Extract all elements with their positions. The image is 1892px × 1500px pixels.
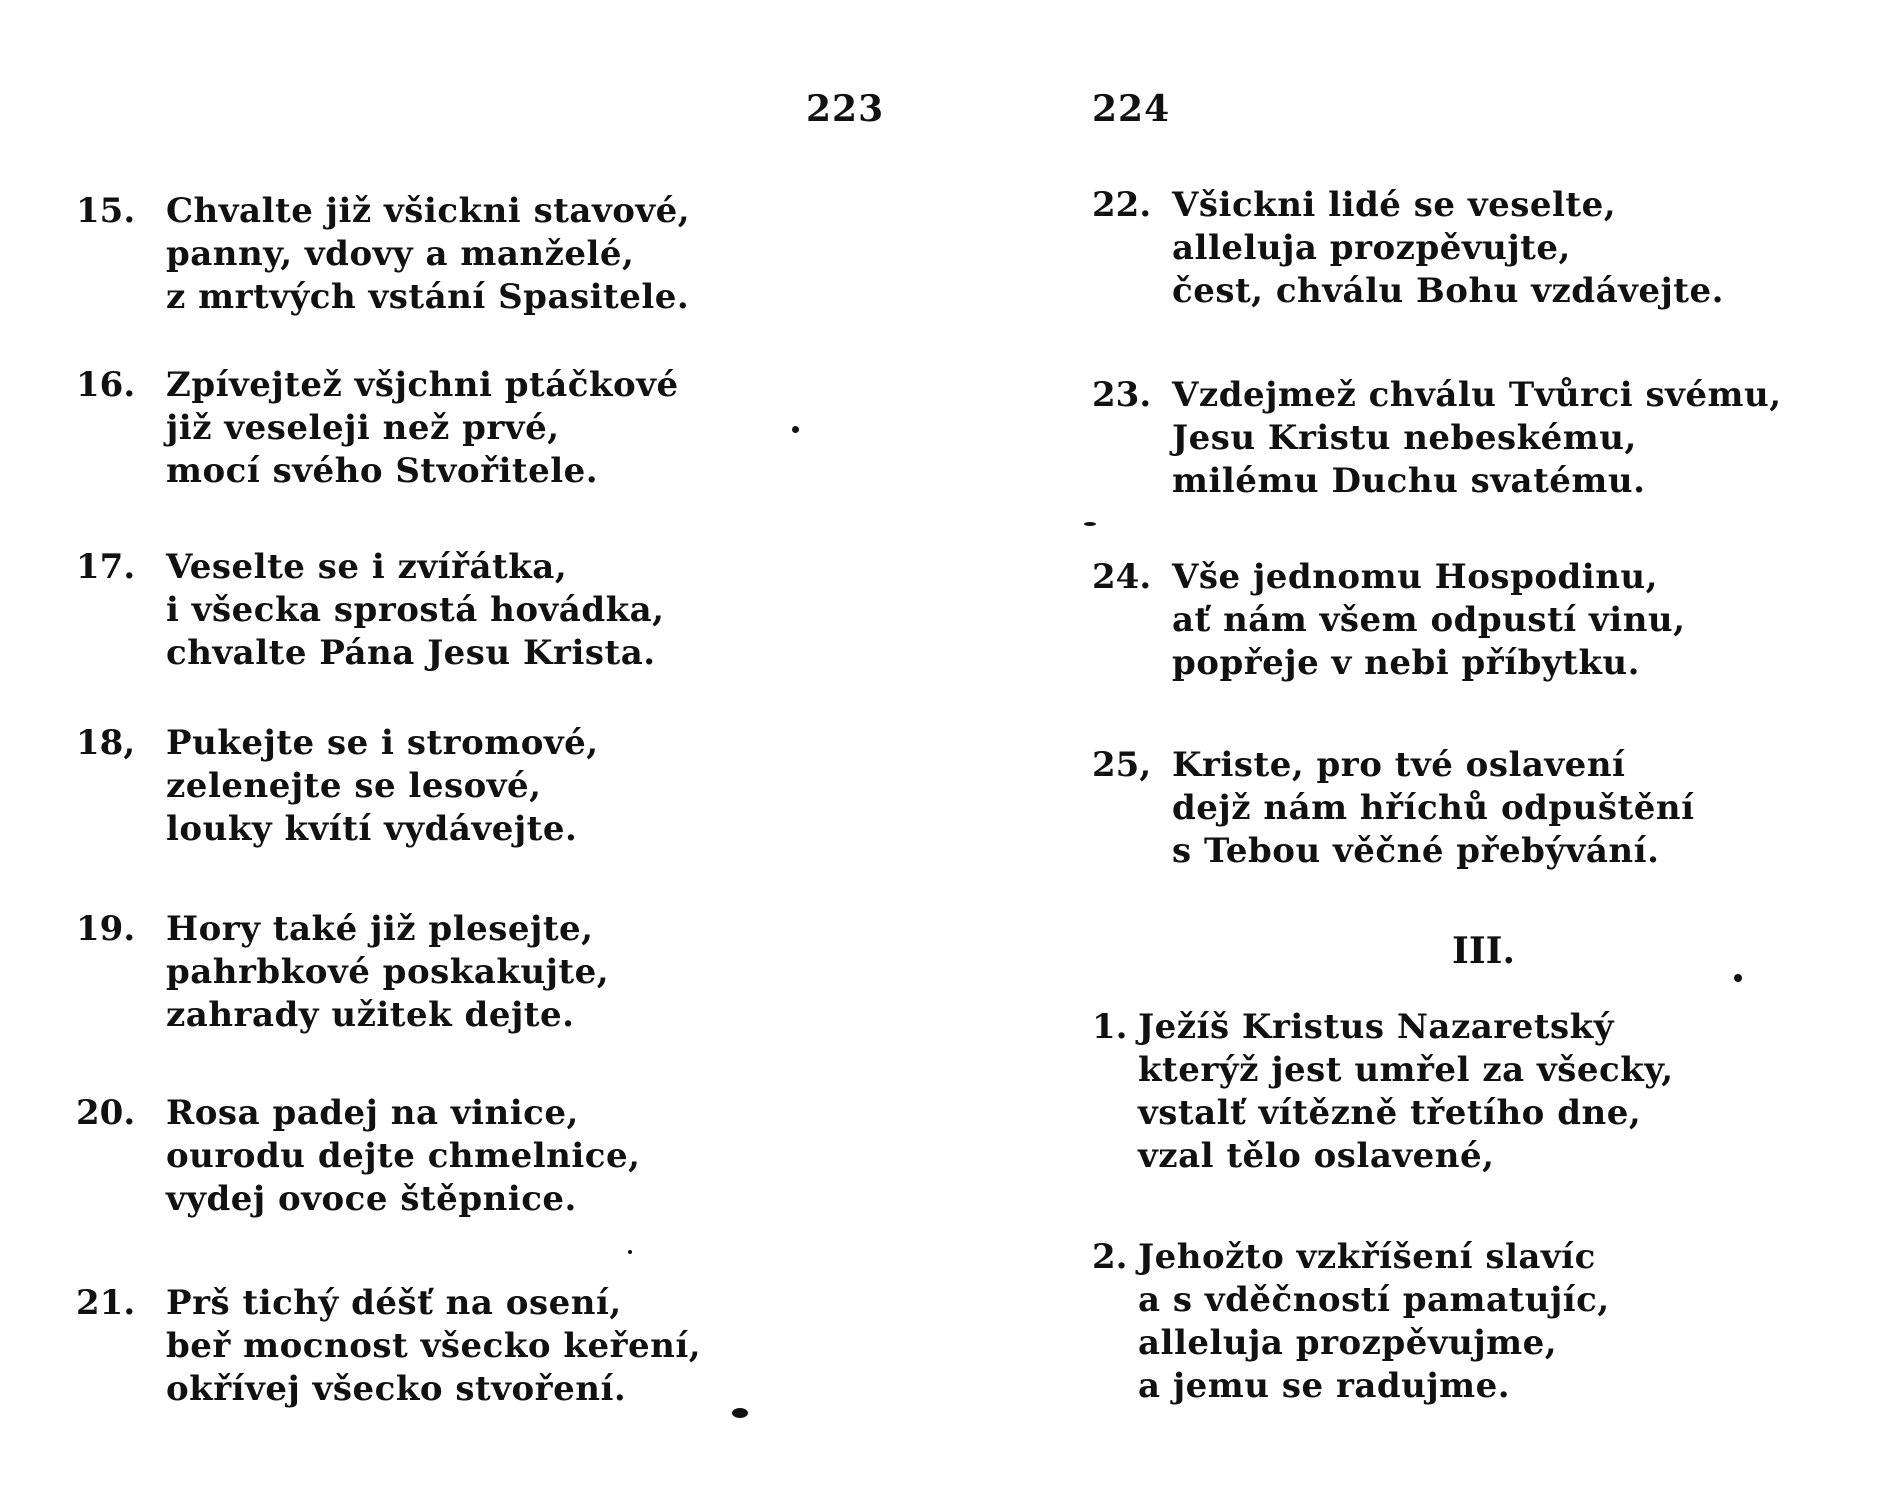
verse-line: popřeje v nebi příbytku. — [1172, 643, 1640, 683]
verse-line: Hory také již plesejte, — [166, 909, 594, 949]
verse-line: Vzdejmež chválu Tvůrci svému, — [1172, 375, 1782, 415]
stanza-20 — [76, 1092, 640, 1221]
verse-line: z mrtvých vstání Spasitele. — [166, 277, 690, 317]
verse-line: Jesu Kristu nebeskému, — [1172, 418, 1637, 458]
stanza-16 — [76, 364, 679, 493]
stanza-25 — [1092, 744, 1695, 873]
verse-line: panny, vdovy a manželé, — [166, 234, 635, 274]
scan-speck — [1734, 974, 1742, 982]
verse-line: s Tebou věčné přebývání. — [1172, 831, 1660, 871]
page-number-left: 223 — [806, 88, 885, 130]
stanza-number: 19. — [76, 909, 136, 949]
verse-line: Zpívejtež všjchni ptáčkové — [166, 365, 679, 405]
stanza-number: 21. — [76, 1283, 136, 1323]
verse-line: a s vděčností pamatujíc, — [1138, 1280, 1610, 1320]
verse-line: dejž nám hříchů odpuštění — [1172, 788, 1695, 828]
stanza-17 — [76, 546, 665, 675]
verse-line: již veseleji než prvé, — [166, 408, 560, 448]
scan-speck — [1084, 522, 1096, 526]
verse-line: Veselte se i zvířátka, — [166, 547, 568, 587]
scan-speck — [628, 1250, 632, 1254]
stanza-number: 18, — [76, 723, 136, 763]
verse-line: Rosa padej na vinice, — [166, 1093, 579, 1133]
page-number-right: 224 — [1092, 88, 1171, 130]
verse-line: čest, chválu Bohu vzdávejte. — [1172, 271, 1724, 311]
verse-line: louky kvítí vydávejte. — [166, 809, 578, 849]
stanza-number: 17. — [76, 547, 136, 587]
stanza-24 — [1092, 556, 1685, 685]
verse-line: milému Duchu svatému. — [1172, 461, 1646, 501]
verse-line: vydej ovoce štěpnice. — [166, 1179, 577, 1219]
verse-line: beř mocnost všecko keření, — [166, 1326, 702, 1366]
verse-line: kterýž jest umřel za všecky, — [1138, 1050, 1674, 1090]
scan-speck — [732, 1408, 748, 1418]
verse-line: zelenejte se lesové, — [166, 766, 542, 806]
verse-line: Pukejte se i stromové, — [166, 723, 599, 763]
verse-line: Jehožto vzkříšení slavíc — [1138, 1237, 1596, 1277]
verse-line: a jemu se radujme. — [1138, 1366, 1511, 1406]
stanza-number: 24. — [1092, 557, 1152, 597]
stanza-number: 20. — [76, 1093, 136, 1133]
stanza-number: 1. — [1092, 1007, 1128, 1047]
stanza-22 — [1092, 184, 1724, 313]
section-heading: III. — [1452, 930, 1516, 972]
verse-line: Všickni lidé se veselte, — [1172, 185, 1617, 225]
verse-line: zahrady užitek dejte. — [166, 995, 575, 1035]
stanza-number: 2. — [1092, 1237, 1128, 1277]
stanza-21 — [76, 1282, 701, 1411]
verse-line: ať nám všem odpustí vinu, — [1172, 600, 1686, 640]
stanza-23 — [1092, 374, 1782, 503]
stanza-number: 22. — [1092, 185, 1152, 225]
verse-line: Chvalte již všickni stavové, — [166, 191, 691, 231]
stanza-number: 15. — [76, 191, 136, 231]
verse-line: ourodu dejte chmelnice, — [166, 1136, 641, 1176]
stanza-number: 23. — [1092, 375, 1152, 415]
verse-line: alleluja prozpěvujte, — [1172, 228, 1571, 268]
stanza-number: 16. — [76, 365, 136, 405]
verse-line: Prš tichý déšť na osení, — [166, 1283, 622, 1323]
stanza-19 — [76, 908, 609, 1037]
stanza-number: 25, — [1092, 745, 1152, 785]
verse-line: i všecka sprostá hovádka, — [166, 590, 665, 630]
verse-line: Vše jednomu Hospodinu, — [1172, 557, 1658, 597]
stanza-18 — [76, 722, 599, 851]
verse-line: mocí svého Stvořitele. — [166, 451, 599, 491]
verse-line: vstalť vítězně třetího dne, — [1138, 1093, 1642, 1133]
verse-line: vzal tělo oslavené, — [1138, 1136, 1495, 1176]
verse-line: alleluja prozpěvujme, — [1138, 1323, 1558, 1363]
section-3-stanza-2 — [1092, 1236, 1610, 1408]
scan-speck — [792, 426, 799, 433]
verse-line: pahrbkové poskakujte, — [166, 952, 610, 992]
verse-line: okřívej všecko stvoření. — [166, 1369, 627, 1409]
section-3-stanza-1 — [1092, 1006, 1674, 1178]
stanza-15 — [76, 190, 690, 319]
right-page — [946, 0, 1892, 1500]
verse-line: Ježíš Kristus Nazaretský — [1138, 1007, 1614, 1047]
verse-line: chvalte Pána Jesu Krista. — [166, 633, 656, 673]
verse-line: Kriste, pro tvé oslavení — [1172, 745, 1626, 785]
